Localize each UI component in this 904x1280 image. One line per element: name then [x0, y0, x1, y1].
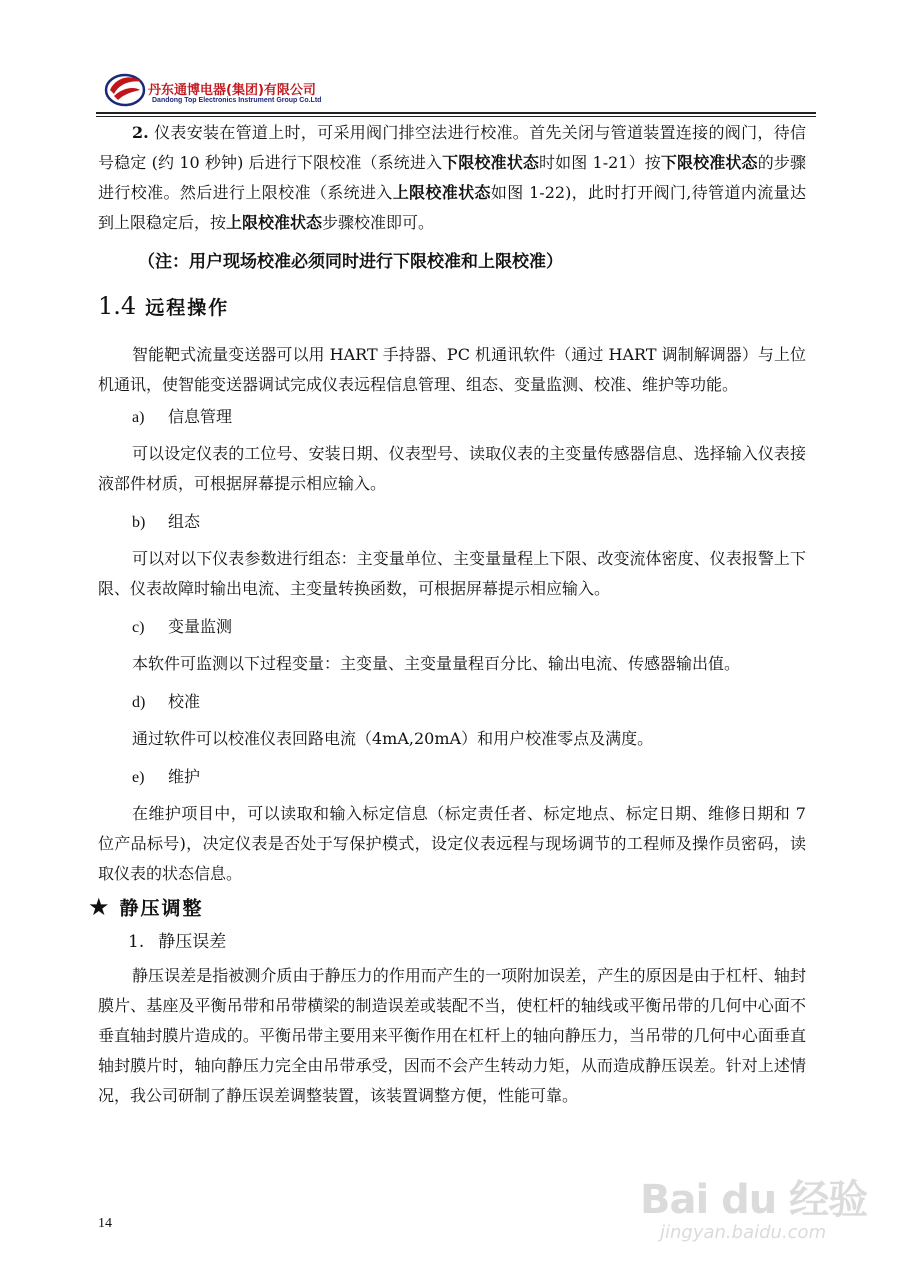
subheading-number: 1. — [128, 932, 145, 952]
item-label: a) — [132, 409, 145, 426]
item-b-text: 可以对以下仪表参数进行组态：主变量单位、主变量量程上下限、改变流体密度、仪表报警上下限、仪表故障时输出电流、主变量转换函数，可根据屏幕提示相应输入。 — [98, 549, 806, 598]
watermark-url: jingyan.baidu.com — [660, 1222, 827, 1243]
item-title: 组态 — [168, 512, 201, 531]
watermark-main: Bai du 经验 — [640, 1177, 868, 1223]
static-error-text: 静压误差是指被测介质由于静压力的作用而产生的一项附加误差，产生的原因是由于杠杆、轴封膜片、基座及平衡吊带和吊带横梁的制造误差或装配不当，使杠杆的轴线或平衡吊带的几何中心面不垂直轴封膜片造成的。平衡吊带主要用来平衡作用在杠杆上的轴向静压力，当吊带的几何中心面垂直轴封膜片时，轴向静压力完全由吊带承受，因而不会产生转动力矩，从而造成静压误差。针对上述情况，我公司研制了静压误差调整装置，该装置调整方便，性能可靠。 — [98, 966, 806, 1105]
item-label: e) — [132, 769, 145, 786]
item-label: d) — [132, 694, 146, 711]
section-heading-remote-operation — [98, 292, 806, 328]
item-label: b) — [132, 514, 146, 531]
static-error-subheading — [98, 927, 806, 957]
baidu-watermark — [640, 1160, 868, 1260]
item-b-heading — [98, 507, 806, 538]
calibration-text-2: 时如图 1-21）按 — [538, 153, 661, 172]
company-logo-icon — [104, 68, 146, 108]
static-pressure-heading — [88, 893, 806, 923]
item-a-heading — [98, 402, 806, 433]
lower-limit-state-2: 下限校准状态 — [660, 153, 758, 172]
item-label: c) — [132, 619, 145, 636]
item-c-heading — [98, 612, 806, 643]
item-d-text: 通过软件可以校准仪表回路电流（4mA,20mA）和用户校准零点及满度。 — [132, 729, 654, 748]
section-number: 1.4 — [98, 292, 137, 320]
calibration-text-1: 仪表安装在管道上时，可采用阀门排空法进行校准。首先关闭与管道装置连接的阀门，待信号稳定 (约 10 秒钟) 后进行下限校准（系统进入 — [98, 123, 806, 172]
upper-limit-state-2: 上限校准状态 — [226, 213, 323, 232]
calibration-text-4: 如图 1-22)，此时打开阀门,待管道内流量达到上限稳定后，按 — [98, 183, 806, 232]
item-title: 变量监测 — [168, 617, 233, 636]
item-e-heading — [98, 762, 806, 793]
calibration-text-3: 的步骤进行校准。然后进行上限校准（系统进入 — [98, 153, 806, 202]
static-pressure-title: 静压调整 — [119, 897, 204, 920]
item-e-text: 在维护项目中，可以读取和输入标定信息（标定责任者、标定地点、标定日期、维修日期和 7 位产品标号)，决定仪表是否处于写保护模式，设定仪表远程与现场调节的工程师及操作员密码，读取仪表的状态信息。 — [98, 804, 806, 883]
remote-operation-intro: 智能靶式流量变送器可以用 HART 手持器、PC 机通讯软件（通过 HART 调制解调器）与上位机通讯，使智能变送器调试完成仪表远程信息管理、组态、变量监测、校准、维护等功能。 — [98, 345, 806, 394]
item-title: 校准 — [168, 692, 201, 711]
calibration-number: 2. — [132, 123, 149, 142]
item-d-heading — [98, 687, 806, 718]
header-rule-thin — [96, 116, 816, 117]
company-name-en: Dandong Top Electronics Instrument Group Co.Ltd — [152, 97, 322, 104]
item-title: 信息管理 — [168, 407, 233, 426]
page-content — [88, 118, 806, 1111]
calibration-paragraph — [98, 118, 806, 238]
upper-limit-state-1: 上限校准状态 — [392, 183, 491, 202]
star-icon: ★ — [88, 893, 110, 921]
page-number: 14 — [98, 1216, 112, 1231]
company-name-cn: 丹东通博电器(集团)有限公司 — [148, 83, 316, 98]
item-c-text: 本软件可监测以下过程变量：主变量、主变量量程百分比、输出电流、传感器输出值。 — [132, 654, 741, 673]
subheading-title: 静压误差 — [158, 932, 227, 952]
item-a-text: 可以设定仪表的工位号、安装日期、仪表型号、读取仪表的主变量传感器信息、选择输入仪表接液部件材质，可根据屏幕提示相应输入。 — [98, 444, 806, 493]
calibration-text-5: 步骤校准即可。 — [322, 213, 435, 232]
calibration-note: （注：用户现场校准必须同时进行下限校准和上限校准） — [138, 252, 563, 272]
lower-limit-state-1: 下限校准状态 — [442, 153, 539, 172]
page-header — [96, 62, 816, 122]
section-title: 远程操作 — [145, 296, 230, 319]
item-title: 维护 — [168, 767, 201, 786]
header-rule — [96, 112, 816, 114]
